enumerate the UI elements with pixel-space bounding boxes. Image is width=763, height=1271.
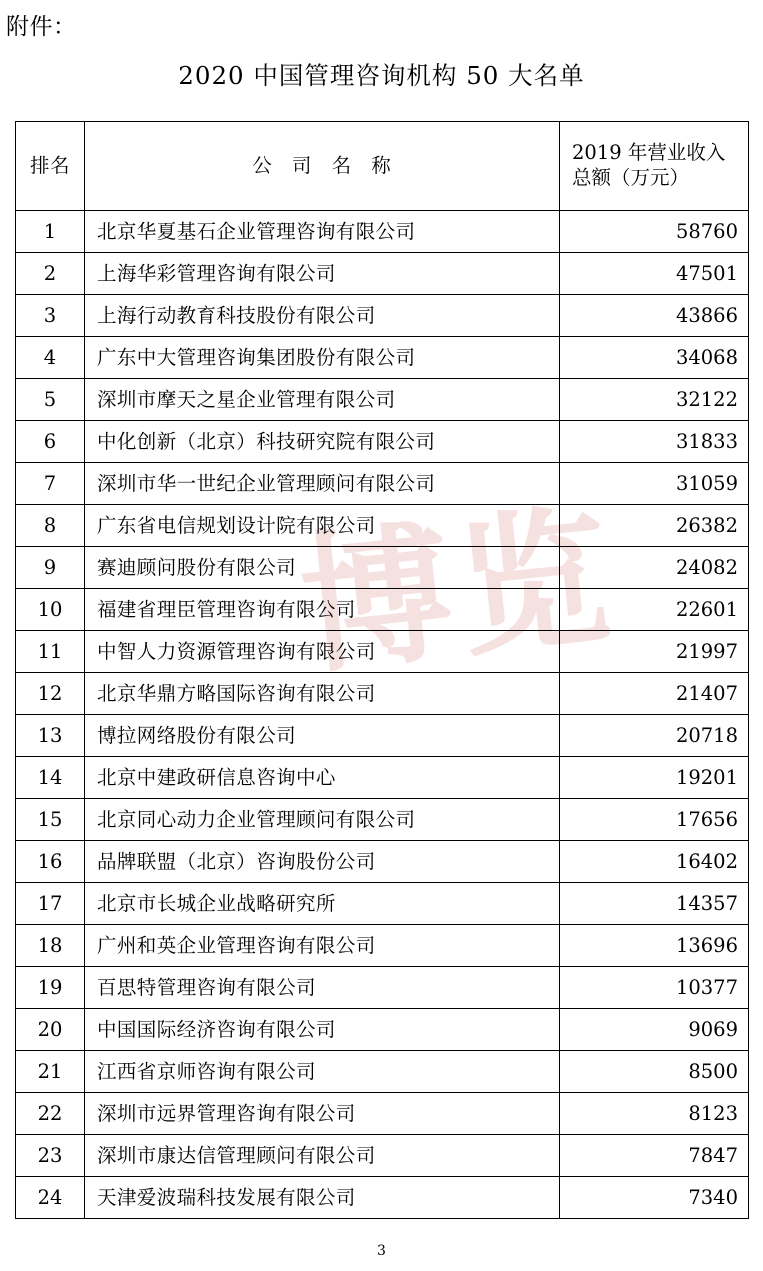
cell-rank: 8 [16, 505, 85, 547]
cell-revenue: 7847 [560, 1135, 749, 1177]
cell-revenue: 31059 [560, 463, 749, 505]
cell-company-name: 深圳市远界管理咨询有限公司 [85, 1093, 560, 1135]
ranking-table-container [15, 121, 748, 1219]
table-row [16, 757, 749, 799]
cell-company-name: 北京华夏基石企业管理咨询有限公司 [85, 211, 560, 253]
cell-company-name: 中化创新（北京）科技研究院有限公司 [85, 421, 560, 463]
table-row [16, 547, 749, 589]
cell-rank: 12 [16, 673, 85, 715]
cell-rank: 14 [16, 757, 85, 799]
table-row [16, 1177, 749, 1219]
cell-rank: 10 [16, 589, 85, 631]
page-number: 3 [377, 1243, 386, 1259]
cell-company-name: 北京同心动力企业管理顾问有限公司 [85, 799, 560, 841]
cell-company-name: 广州和英企业管理咨询有限公司 [85, 925, 560, 967]
cell-rank: 5 [16, 379, 85, 421]
cell-company-name: 中智人力资源管理咨询有限公司 [85, 631, 560, 673]
cell-rank: 7 [16, 463, 85, 505]
cell-revenue: 58760 [560, 211, 749, 253]
table-row [16, 925, 749, 967]
attachment-label: 附件： [6, 14, 77, 40]
cell-company-name: 北京中建政研信息咨询中心 [85, 757, 560, 799]
cell-company-name: 江西省京师咨询有限公司 [85, 1051, 560, 1093]
cell-company-name: 福建省理臣管理咨询有限公司 [85, 589, 560, 631]
table-row [16, 715, 749, 757]
table-row [16, 1009, 749, 1051]
cell-rank: 4 [16, 337, 85, 379]
cell-company-name: 上海行动教育科技股份有限公司 [85, 295, 560, 337]
table-row [16, 673, 749, 715]
table-header [16, 122, 749, 211]
cell-rank: 6 [16, 421, 85, 463]
cell-rank: 13 [16, 715, 85, 757]
cell-revenue: 7340 [560, 1177, 749, 1219]
cell-company-name: 深圳市华一世纪企业管理顾问有限公司 [85, 463, 560, 505]
watermark-text: 博览 [293, 488, 626, 695]
cell-revenue: 9069 [560, 1009, 749, 1051]
cell-revenue: 14357 [560, 883, 749, 925]
table-row [16, 505, 749, 547]
column-header-revenue-line1: 2019 年营业收入 [572, 141, 726, 165]
cell-revenue: 32122 [560, 379, 749, 421]
table-row [16, 1051, 749, 1093]
table-row [16, 463, 749, 505]
cell-revenue: 43866 [560, 295, 749, 337]
cell-rank: 19 [16, 967, 85, 1009]
column-header-revenue [560, 122, 749, 211]
cell-company-name: 深圳市康达信管理顾问有限公司 [85, 1135, 560, 1177]
cell-company-name: 上海华彩管理咨询有限公司 [85, 253, 560, 295]
table-header-row [16, 122, 749, 211]
cell-revenue: 47501 [560, 253, 749, 295]
cell-revenue: 24082 [560, 547, 749, 589]
table-row [16, 589, 749, 631]
cell-revenue: 8123 [560, 1093, 749, 1135]
cell-revenue: 17656 [560, 799, 749, 841]
table-body [16, 211, 749, 1219]
cell-rank: 9 [16, 547, 85, 589]
cell-revenue: 20718 [560, 715, 749, 757]
cell-company-name: 天津爱波瑞科技发展有限公司 [85, 1177, 560, 1219]
cell-rank: 15 [16, 799, 85, 841]
cell-rank: 16 [16, 841, 85, 883]
cell-revenue: 21407 [560, 673, 749, 715]
cell-company-name: 赛迪顾问股份有限公司 [85, 547, 560, 589]
cell-rank: 2 [16, 253, 85, 295]
table-row [16, 337, 749, 379]
table-row [16, 631, 749, 673]
cell-rank: 21 [16, 1051, 85, 1093]
cell-company-name: 广东中大管理咨询集团股份有限公司 [85, 337, 560, 379]
cell-rank: 11 [16, 631, 85, 673]
cell-revenue: 22601 [560, 589, 749, 631]
cell-revenue: 19201 [560, 757, 749, 799]
cell-company-name: 北京华鼎方略国际咨询有限公司 [85, 673, 560, 715]
table-row [16, 253, 749, 295]
cell-rank: 22 [16, 1093, 85, 1135]
table-row [16, 295, 749, 337]
table-row [16, 799, 749, 841]
cell-company-name: 中国国际经济咨询有限公司 [85, 1009, 560, 1051]
cell-revenue: 21997 [560, 631, 749, 673]
column-header-company: 公 司 名 称 [85, 122, 560, 211]
cell-revenue: 26382 [560, 505, 749, 547]
table-row [16, 1093, 749, 1135]
ranking-table [15, 121, 749, 1219]
table-row [16, 1135, 749, 1177]
cell-revenue: 16402 [560, 841, 749, 883]
cell-rank: 18 [16, 925, 85, 967]
cell-revenue: 34068 [560, 337, 749, 379]
table-row [16, 841, 749, 883]
cell-company-name: 深圳市摩天之星企业管理有限公司 [85, 379, 560, 421]
cell-company-name: 百思特管理咨询有限公司 [85, 967, 560, 1009]
cell-revenue: 13696 [560, 925, 749, 967]
column-header-rank: 排名 [16, 122, 85, 211]
page-title: 2020 中国管理咨询机构 50 大名单 [178, 61, 585, 90]
cell-rank: 1 [16, 211, 85, 253]
cell-company-name: 北京市长城企业战略研究所 [85, 883, 560, 925]
cell-rank: 23 [16, 1135, 85, 1177]
table-row [16, 379, 749, 421]
table-row [16, 421, 749, 463]
cell-revenue: 8500 [560, 1051, 749, 1093]
cell-rank: 20 [16, 1009, 85, 1051]
column-header-revenue-line2: 总额（万元） [572, 166, 690, 189]
table-row [16, 967, 749, 1009]
cell-rank: 3 [16, 295, 85, 337]
table-row [16, 883, 749, 925]
cell-revenue: 31833 [560, 421, 749, 463]
cell-rank: 17 [16, 883, 85, 925]
table-row [16, 211, 749, 253]
cell-rank: 24 [16, 1177, 85, 1219]
cell-company-name: 品牌联盟（北京）咨询股份公司 [85, 841, 560, 883]
cell-revenue: 10377 [560, 967, 749, 1009]
cell-company-name: 博拉网络股份有限公司 [85, 715, 560, 757]
cell-company-name: 广东省电信规划设计院有限公司 [85, 505, 560, 547]
